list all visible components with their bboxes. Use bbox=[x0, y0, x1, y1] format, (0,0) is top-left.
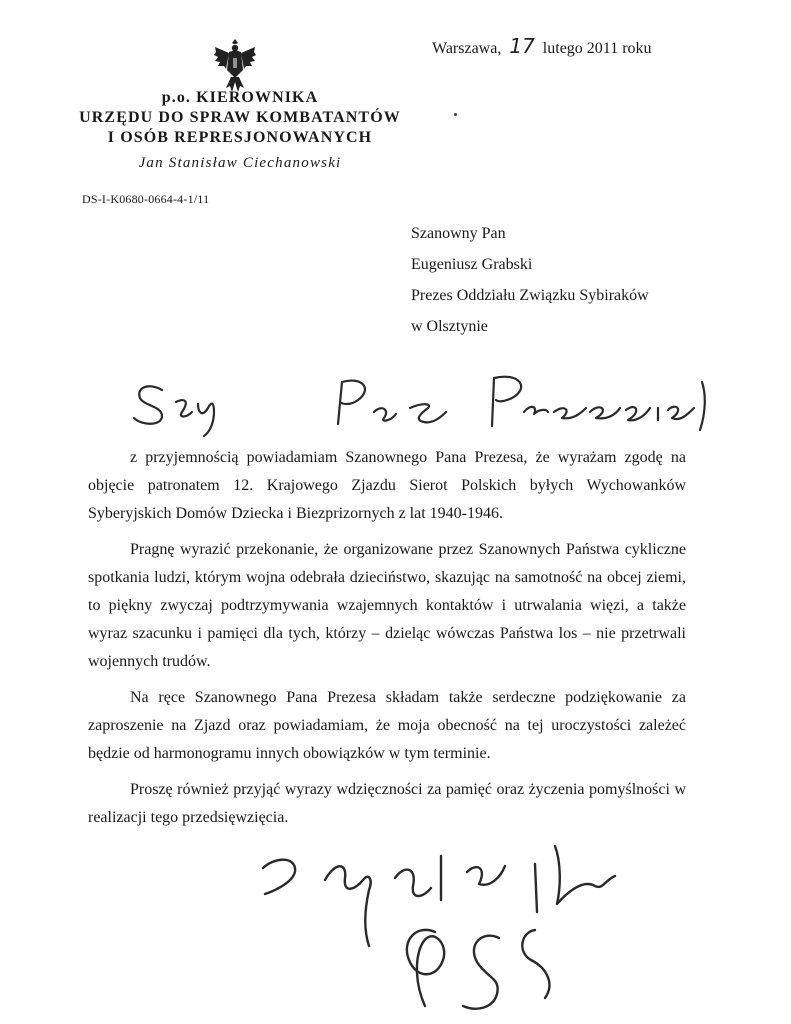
sender-header bbox=[60, 88, 420, 174]
body-paragraph-2: Pragnę wyrazić przekonanie, że organizowane przez Szanownych Państwa cykliczne spotkania ludzi, którym wojna odebrała dzieciństwo, skazując na samotność na obcej ziemi, to piękny zwyczaj podtrzymywania wzajemnych kontaktów i utrwalania więzi, a także wyraz szacunku i pamięci dla tych, którzy – dzieląc wówczas Państwa los – nie przetrwali wojennych trudów. bbox=[88, 541, 686, 670]
addressee-line-4: w Olsztynie bbox=[411, 318, 488, 335]
addressee-block bbox=[411, 218, 649, 342]
body-paragraph-3: Na ręce Szanownego Pana Prezesa składam także serdeczne podziękowanie za zaproszenie na Zjazd oraz powiadamiam, że moja obecność na tej uroczystości zależeć będzie od harmonogramu innych obowiązków w tym terminie. bbox=[88, 689, 686, 762]
header-line-3: I OSÓB REPRESJONOWANYCH bbox=[107, 129, 373, 146]
stray-mark bbox=[454, 113, 457, 116]
letter-body bbox=[88, 444, 686, 840]
date-city: Warszawa, bbox=[432, 40, 502, 57]
addressee-line-2: Eugeniusz Grabski bbox=[411, 256, 533, 273]
addressee-line-3: Prezes Oddziału Związku Sybiraków bbox=[411, 287, 649, 304]
header-line-1: p.o. KIEROWNIKA bbox=[161, 89, 319, 106]
addressee-line-1: Szanowny Pan bbox=[411, 225, 506, 242]
handwritten-salutation bbox=[128, 368, 708, 438]
polish-eagle-emblem-icon bbox=[212, 38, 258, 94]
date-rest: lutego 2011 roku bbox=[542, 40, 652, 57]
header-line-2: URZĘDU DO SPRAW KOMBATANTÓW bbox=[79, 109, 401, 126]
handwritten-signature bbox=[255, 828, 725, 1018]
sender-name: Jan Stanisław Ciechanowski bbox=[138, 155, 342, 171]
reference-number: DS-I-K0680-0664-4-1/11 bbox=[82, 192, 210, 206]
date-day-handwritten: 17 bbox=[509, 34, 535, 58]
body-paragraph-1: z przyjemnością powiadamiam Szanownego Pana Prezesa, że wyrażam zgodę na objęcie patronatem 12. Krajowego Zjazdu Sierot Polskich byłych Wychowanków Syberyjskich Domów Dziecka i Biezprizornych z lat 1940-1946. bbox=[88, 449, 686, 522]
place-and-date bbox=[432, 34, 652, 58]
body-paragraph-4: Proszę również przyjąć wyrazy wdzięczności za pamięć oraz życzenia pomyślności w realizacji tego przedsięwzięcia. bbox=[88, 781, 686, 826]
